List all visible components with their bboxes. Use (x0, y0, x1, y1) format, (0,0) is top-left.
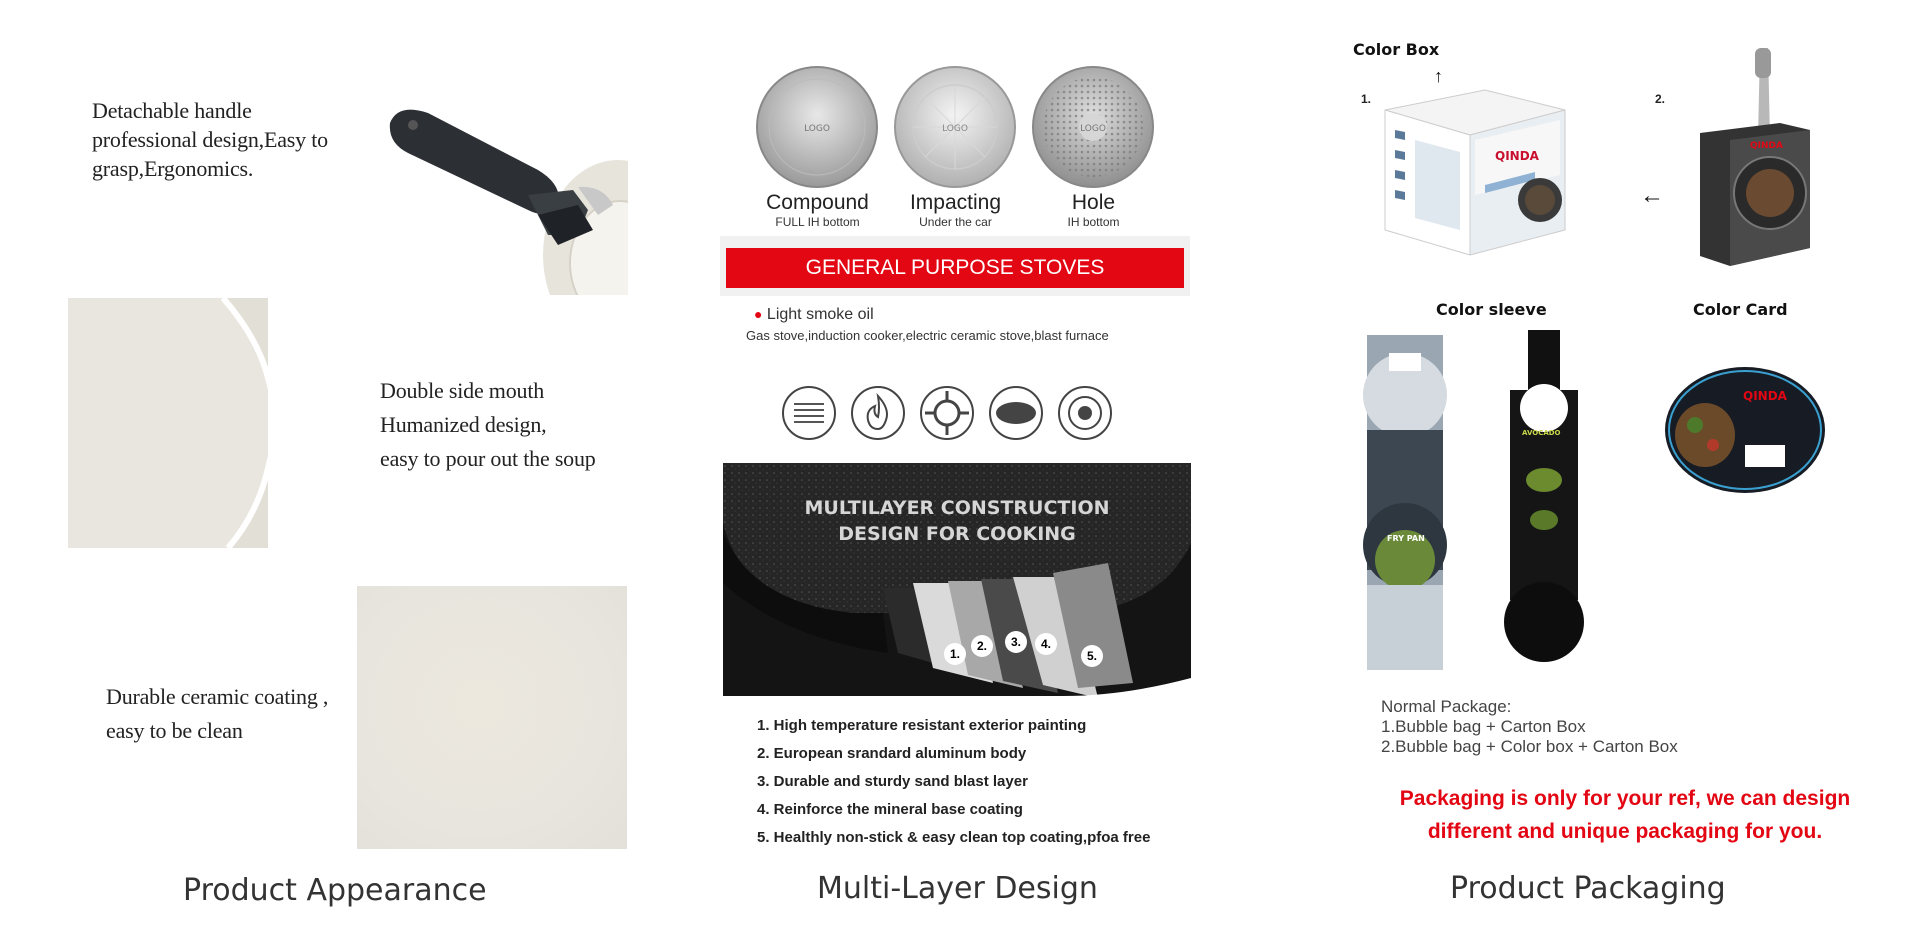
handle-description: Detachable handle professional design,Easy to grasp,Ergonomics. (92, 98, 328, 181)
svg-text:QINDA: QINDA (1495, 149, 1539, 163)
mouth-description: Double side mouth Humanized design, easy to pour out the soup (380, 378, 596, 471)
svg-text:LOGO: LOGO (804, 124, 830, 134)
impacting-label: Impacting Under the car (909, 191, 1002, 229)
multilayer-construction-image (723, 463, 1191, 698)
red-bullet-icon: ● (754, 306, 763, 322)
packaging-notice: Packaging is only for your ref, we can design different and unique packaging for you. (1399, 787, 1851, 843)
hole-bottom-disc (1031, 65, 1156, 190)
impacting-bottom-disc (893, 65, 1018, 190)
layer-number-2: 2. (971, 635, 993, 657)
left-arrow-icon: ← (1640, 182, 1664, 209)
list-item: 4. Reinforce the mineral base coating (757, 801, 1023, 818)
svg-text:LOGO: LOGO (942, 124, 968, 134)
layer-number-3: 3. (1005, 631, 1027, 653)
bottom-type-impacting (893, 65, 1018, 195)
gas-burner-icon (921, 387, 973, 439)
hot-plate-icon (1059, 387, 1111, 439)
layer-number-5: 5. (1081, 645, 1103, 667)
svg-text:FRY PAN: FRY PAN (1387, 534, 1425, 543)
color-box-title: Color Box (1353, 40, 1440, 59)
stove-list: Gas stove,induction cooker,electric ceramic stove,blast furnace (746, 328, 1109, 343)
svg-text:QINDA: QINDA (1750, 141, 1783, 151)
normal-package-text: Normal Package: 1.Bubble bag + Carton Box 2.Bubble bag + Color box + Carton Box (1381, 697, 1678, 756)
handle-image (388, 95, 628, 295)
layer-number-1: 1. (944, 643, 966, 665)
stove-icons-row (780, 384, 1125, 442)
packaging-caption: Product Packaging (1450, 871, 1726, 906)
svg-text:QINDA: QINDA (1743, 389, 1787, 403)
avocado-sleeve-image (1500, 330, 1588, 670)
list-item: 3. Durable and sturdy sand blast layer (757, 773, 1028, 790)
fry-pan-box-image (1690, 48, 1820, 270)
coating-description: Durable ceramic coating , easy to be clean (106, 684, 329, 743)
compound-bottom-disc (755, 65, 880, 190)
appearance-caption: Product Appearance (183, 873, 487, 908)
banner-red-bar: GENERAL PURPOSE STOVES (726, 248, 1184, 288)
general-stoves-banner (720, 236, 1190, 296)
compound-label: Compound FULL IH bottom (766, 191, 869, 229)
multilayer-caption: Multi-Layer Design (817, 871, 1098, 906)
color-card-title: Color Card (1693, 300, 1788, 319)
layer-number-4: 4. (1035, 633, 1057, 655)
hole-label: Hole IH bottom (1067, 191, 1120, 229)
layer-list (757, 712, 1150, 852)
smoke-oil-bullet: ● Light smoke oil (754, 306, 874, 323)
bottom-type-hole (1031, 65, 1156, 195)
color-card-image (1665, 365, 1830, 495)
svg-text:AVOCADO: AVOCADO (1522, 429, 1561, 437)
double-mouth-image (68, 298, 278, 548)
flame-icon (852, 387, 904, 439)
fry-pan-sleeve-image (1361, 335, 1449, 670)
ceramic-coating-image (357, 586, 627, 849)
list-item: 2. European srandard aluminum body (757, 745, 1027, 762)
option-1-number: 1. (1361, 92, 1372, 106)
svg-text:LOGO: LOGO (1080, 124, 1106, 134)
list-item: 5. Healthly non-stick & easy clean top coating,pfoa free (757, 829, 1151, 846)
color-sleeve-title: Color sleeve (1436, 300, 1547, 319)
list-item: 1. High temperature resistant exterior painting (757, 717, 1087, 734)
ceramic-plate-icon (990, 387, 1042, 439)
color-box-image (1375, 80, 1575, 260)
up-arrow-icon: ↑ (1434, 66, 1443, 86)
bottom-type-compound (755, 65, 880, 195)
option-2-number: 2. (1655, 92, 1666, 106)
induction-coil-icon (783, 387, 835, 439)
construction-title: MULTILAYER CONSTRUCTION DESIGN FOR COOKING (804, 497, 1110, 545)
